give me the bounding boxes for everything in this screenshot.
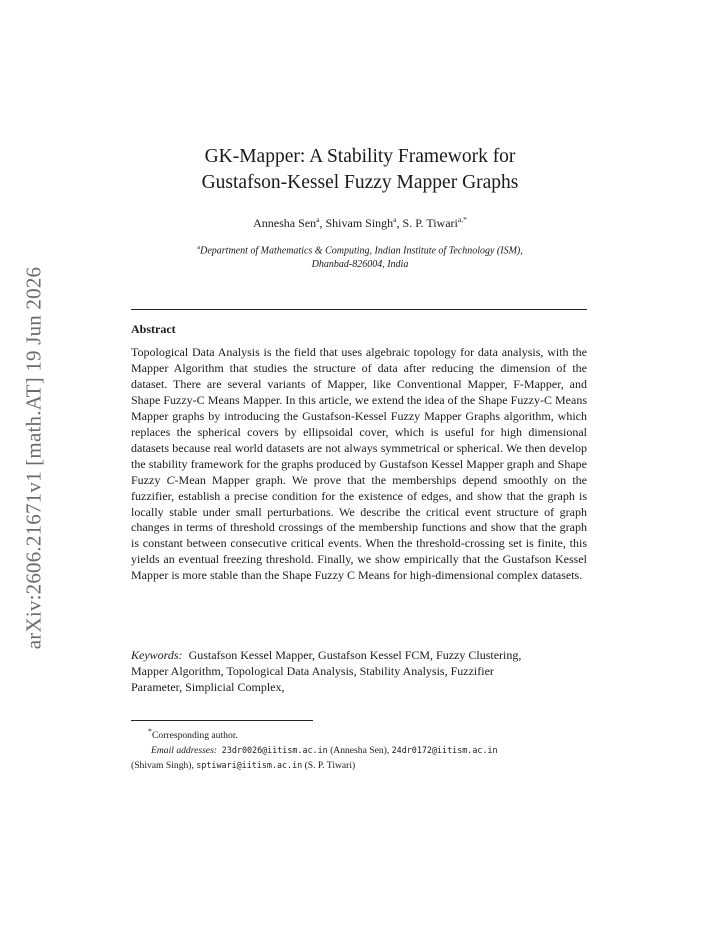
author-mark: a [393,215,397,224]
email-line [131,743,591,758]
footnote-mark: * [148,727,152,736]
author-name: S. P. Tiwari [402,216,458,230]
email-link-1[interactable]: 23dr0026@iitism.ac.in [221,745,328,756]
email-label: Email addresses: [151,745,217,757]
keywords-list: Gustafson Kessel Mapper, Gustafson Kessel FCM, Fuzzy Clustering, Mapper Algorithm, Topological Data Analysis, Stability Analysis, Fuzzifier Parameter, Simplicial Complex, [131,648,522,694]
abstract-divider [131,309,587,310]
keywords-label: Keywords: [131,648,183,662]
email-link-3[interactable]: sptiwari@iitism.ac.in [196,760,303,771]
email-owner-3: (S. P. Tiwari) [302,760,356,772]
corresponding-author-note [131,725,591,743]
affiliation-line-1 [0,241,720,258]
arxiv-sidebar [22,258,46,658]
email-owner-2: (Shivam Singh), [131,760,197,772]
abstract-body [131,345,587,584]
affiliation-text-1: Department of Mathematics & Computing, Indian Institute of Technology (ISM), [200,245,523,257]
title-line-1: GK-Mapper: A Stability Framework for [204,146,516,167]
arxiv-identifier: arXiv:2606.21671v1 [math.AT] 19 Jun 2026 [21,266,46,650]
email-link-2[interactable]: 24dr0172@iitism.ac.in [391,745,498,756]
abstract-text-part-2: -Mean Mapper graph. We prove that the memberships depend smoothly on the fuzzifier, establish a precise condition for the existence of edges, and show that the graph is locally stable under small perturbations. We describe the critical event structure of graph changes in terms of threshold crossings of the membership functions and show that the graph is constant between consecutive critical events. When the threshold-crossing set is finite, this yields an eventual freezing threshold. Finally, we show empirically that the Gustafson Kessel Mapper is more stable than the Shape Fuzzy C Means for high-dimensional complex datasets. [131,472,587,583]
corresponding-author-text: Corresponding author. [152,730,238,742]
email-continuation [131,758,591,773]
abstract-text-part-1: Topological Data Analysis is the field that uses algebraic topology for data analysis, with the Mapper Algorithm that studies the structure of data after reducing the dimension of the dataset. There are several variants of Mapper, like Conventional Mapper, F-Mapper, and Shape Fuzzy-C Means Mapper. In this article, we extend the idea of the Shape Fuzzy-C Means Mapper graphs by introducing the Gustafson-Kessel Fuzzy Mapper Graphs algorithm, which replaces the spherical covers by ellipsoidal cover, which is useful for high dimensional datasets because real world datasets are not always symmetrical or spherical. We then develop the stability framework for the graphs produced by Gustafson Kessel Mapper graph and Shape Fuzzy [131,345,587,487]
author-list: Annesha Sen$^a$, Shivam Singh$^a$, S. P. Tiwari$^{a,*}$ [253,215,467,230]
author-mark: a [316,215,320,224]
author-name: Shivam Singh [325,216,394,230]
footnote-divider [131,720,313,721]
abstract-italic-c: C [166,472,175,487]
author-name: Annesha Sen [253,216,317,230]
paper-title [0,144,720,196]
abstract-heading: Abstract [131,322,176,336]
keywords [131,648,531,696]
email-owner-1: (Annesha Sen), [327,745,392,757]
affiliation-line-2: Dhanbad-826004, India [311,259,409,271]
affiliation-mark: a [197,244,201,251]
footnote [131,725,591,773]
title-line-2: Gustafson-Kessel Fuzzy Mapper Graphs [201,172,519,193]
author-mark: a,* [457,215,467,224]
affiliation [0,241,720,272]
